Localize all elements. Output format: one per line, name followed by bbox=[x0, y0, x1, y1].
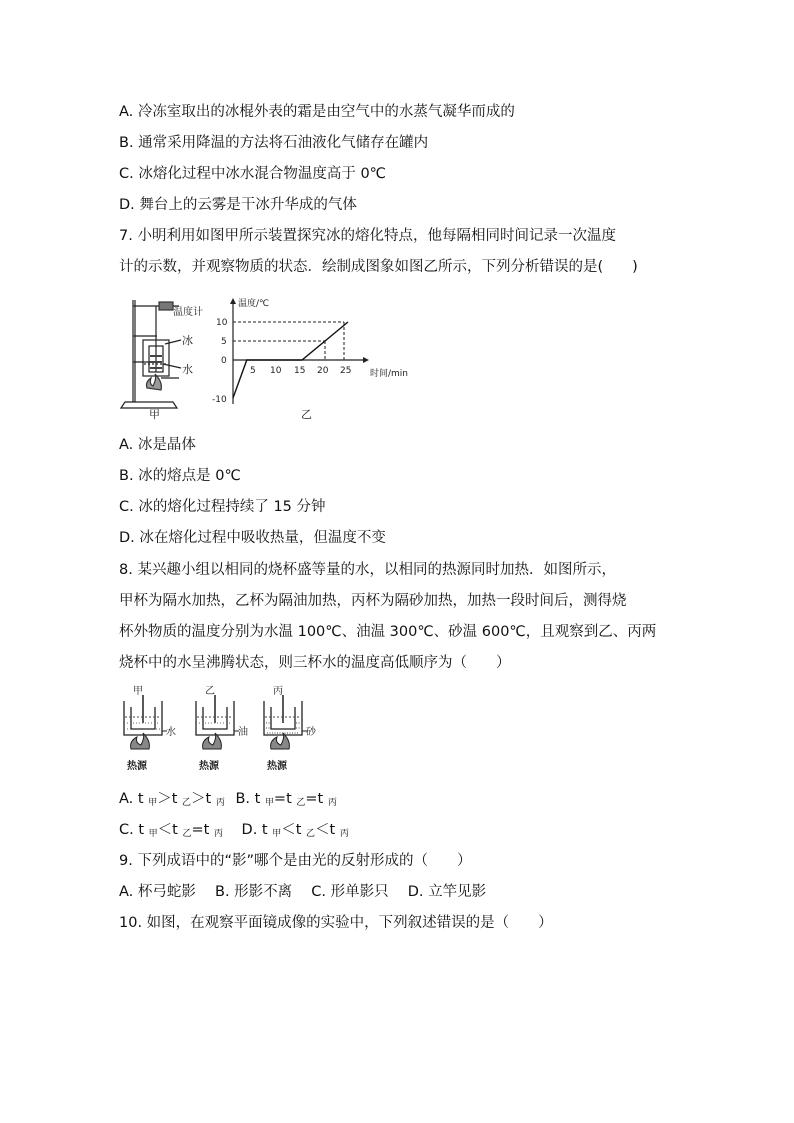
cup-yi bbox=[196, 685, 248, 772]
y-axis-arrow bbox=[230, 298, 236, 304]
q7-option-d: D. 冰在熔化过程中吸收热量，但温度不变 bbox=[119, 530, 386, 546]
q9-stem: 9. 下列成语中的“影”哪个是由光的反射形成的（ ） bbox=[119, 853, 472, 869]
q6-option-c: C. 冰熔化过程中冰水混合物温度高于 0℃ bbox=[119, 166, 386, 182]
cup-jia-source: 热源 bbox=[127, 761, 147, 772]
cup-bing bbox=[264, 685, 317, 772]
cup-yi-label: 乙 bbox=[205, 686, 215, 697]
apparatus-drawing bbox=[121, 300, 181, 408]
q6-option-b: B. 通常采用降温的方法将石油液化气储存在罐内 bbox=[119, 135, 429, 151]
q8-options-cd bbox=[119, 820, 349, 844]
q7-option-a: A. 冰是晶体 bbox=[119, 437, 196, 453]
q8-option-d: D. t $_甲$＜t $_乙$＜t $_丙$ bbox=[241, 822, 349, 839]
y-axis-label: 温度/℃ bbox=[238, 299, 270, 309]
q7-figure bbox=[119, 292, 414, 420]
xtick-15: 15 bbox=[294, 366, 306, 376]
q8-option-b: B. t $_甲$=t $_乙$=t $_丙$ bbox=[235, 791, 337, 808]
q6-option-d: D. 舞台上的云雾是干冰升华成的气体 bbox=[119, 197, 357, 213]
cup-yi-medium: 油 bbox=[238, 727, 248, 738]
ice-label: 冰 bbox=[182, 334, 193, 347]
water-label: 水 bbox=[182, 363, 193, 376]
x-axis-arrow bbox=[363, 357, 369, 363]
q7-stem-line2: 计的示数，并观察物质的状态．绘制成图象如图乙所示，下列分析错误的是( ) bbox=[119, 259, 638, 275]
xtick-25: 25 bbox=[340, 366, 352, 376]
q8-option-c: C. t $_甲$＜t $_乙$=t $_丙$ bbox=[119, 822, 223, 839]
q8-stem-line3: 杯外物质的温度分别为水温 100℃、油温 300℃、砂温 600℃，且观察到乙、丙两 bbox=[119, 624, 657, 640]
cup-bing-source: 热源 bbox=[267, 761, 287, 772]
cup-jia bbox=[124, 685, 176, 772]
ytick-5: 5 bbox=[221, 337, 227, 347]
q6-option-a: A. 冷冻室取出的冰棍外表的霜是由空气中的水蒸气凝华而成的 bbox=[119, 104, 515, 120]
cup-jia-label: 甲 bbox=[133, 686, 143, 697]
cup-jia-medium: 水 bbox=[166, 727, 176, 738]
q8-figure bbox=[119, 683, 319, 775]
xtick-10: 10 bbox=[270, 366, 282, 376]
q7-option-b: B. 冰的熔点是 0℃ bbox=[119, 468, 241, 484]
q9-options: A. 杯弓蛇影 B. 形影不离 C. 形单影只 D. 立竿见影 bbox=[119, 884, 487, 900]
q7-option-c: C. 冰的熔化过程持续了 15 分钟 bbox=[119, 499, 326, 515]
ytick-neg10: -10 bbox=[212, 395, 227, 405]
cup-bing-label: 丙 bbox=[273, 686, 283, 697]
thermometer-label: 温度计 bbox=[173, 307, 203, 318]
temperature-time-graph bbox=[212, 297, 408, 405]
q8-stem-line2: 甲杯为隔水加热，乙杯为隔油加热，丙杯为隔砂加热，加热一段时间后，测得烧 bbox=[119, 593, 627, 609]
yi-label: 乙 bbox=[301, 408, 312, 420]
cup-yi-source: 热源 bbox=[199, 761, 219, 772]
jia-label: 甲 bbox=[149, 408, 160, 420]
q10-stem: 10. 如图，在观察平面镜成像的实验中，下列叙述错误的是（ ） bbox=[119, 915, 553, 931]
x-axis-label: 时间/min bbox=[370, 369, 409, 379]
q8-stem-line1: 8. 某兴趣小组以相同的烧杯盛等量的水，以相同的热源同时加热．如图所示， bbox=[119, 562, 616, 578]
ytick-10: 10 bbox=[216, 318, 228, 328]
q8-option-a: A. t $_甲$＞t $_乙$＞t $_丙$ bbox=[119, 791, 225, 808]
q8-stem-line4: 烧杯中的水呈沸腾状态，则三杯水的温度高低顺序为（ ） bbox=[119, 655, 511, 671]
q8-options-ab bbox=[119, 789, 337, 813]
xtick-20: 20 bbox=[317, 366, 329, 376]
ytick-0: 0 bbox=[221, 356, 227, 366]
q7-stem-line1: 7. 小明利用如图甲所示装置探究冰的熔化特点，他每隔相同时间记录一次温度 bbox=[119, 228, 616, 244]
cup-bing-medium: 砂 bbox=[306, 727, 316, 738]
xtick-5: 5 bbox=[250, 366, 256, 376]
